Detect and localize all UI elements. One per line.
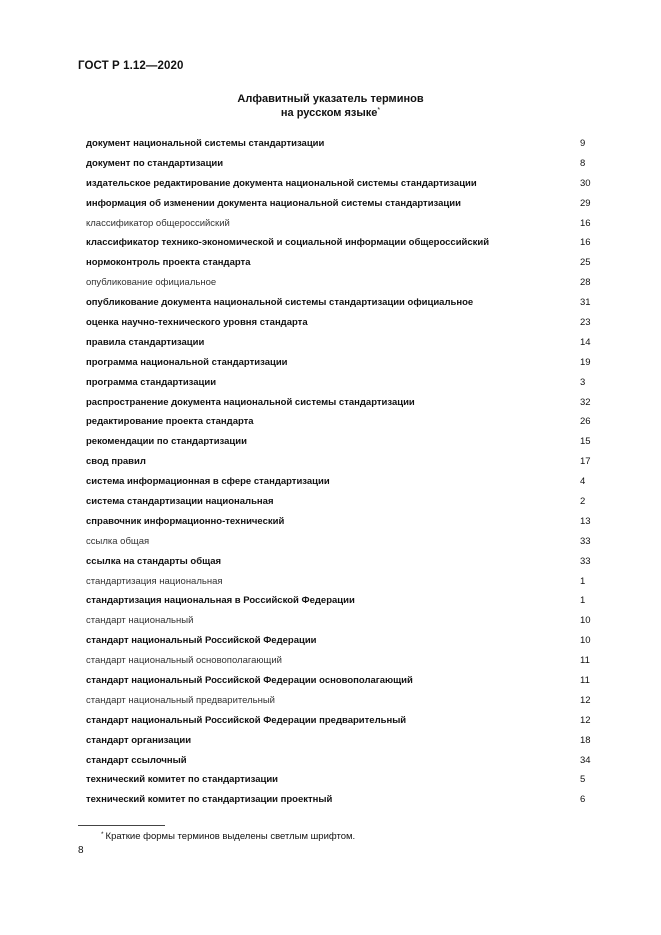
index-title-line-2-text: на русском языке xyxy=(280,107,378,119)
index-entry-term: информация об изменении документа национальной системы стандартизации xyxy=(86,198,461,209)
index-entry-term: редактирование проекта стандарта xyxy=(86,417,254,428)
index-entry-term: система стандартизации национальная xyxy=(86,496,274,507)
index-entry-term: стандарт национальный основополагающий xyxy=(86,656,282,667)
index-entry-page: 32 xyxy=(580,396,591,408)
index-entry-term: документ национальной системы стандартизации xyxy=(86,138,325,149)
index-entry-term: оценка научно-технического уровня стандарта xyxy=(86,317,308,328)
index-entry-term: правила стандартизации xyxy=(86,337,205,348)
index-entry-term: стандарт национальный xyxy=(86,616,194,627)
index-entry-page: 11 xyxy=(580,655,590,667)
footnote-text: Краткие формы терминов выделены светлым шрифтом. xyxy=(105,831,356,842)
index-entry-term: ссылка общая xyxy=(86,536,150,547)
index-entry xyxy=(86,611,616,631)
index-entry xyxy=(86,751,616,771)
index-title-line-2 xyxy=(0,105,661,119)
index-entry-page: 17 xyxy=(580,456,591,468)
index-entry-page: 2 xyxy=(580,495,586,507)
index-entry-page: 29 xyxy=(580,197,591,209)
index-entry-term: стандарт национальный Российской Федерации предварительный xyxy=(86,715,407,726)
index-entry-term: программа стандартизации xyxy=(86,377,217,388)
index-entry-page: 5 xyxy=(580,774,586,786)
index-entry-page: 8 xyxy=(580,157,586,169)
index-entry-term: свод правил xyxy=(86,457,146,468)
footnote-reference: * xyxy=(377,107,381,114)
index-entry xyxy=(86,273,616,293)
index-entry-page: 13 xyxy=(580,515,591,527)
index-entry xyxy=(86,771,616,791)
index-entry xyxy=(86,353,616,373)
index-entry xyxy=(86,671,616,691)
index-entry-term: стандартизация национальная в Российской Федерации xyxy=(86,596,355,607)
index-entry xyxy=(86,432,616,452)
index-entry-page: 12 xyxy=(580,714,591,726)
index-entry-page: 26 xyxy=(580,416,591,428)
index-entry xyxy=(86,154,616,174)
index-entry xyxy=(86,452,616,472)
index-entry-page: 15 xyxy=(580,436,591,448)
index-entry xyxy=(86,313,616,333)
index-entry-page: 6 xyxy=(580,794,586,806)
index-entry-term: нормоконтроль проекта стандарта xyxy=(86,258,251,269)
index-entry-term: стандарт национальный Российской Федерации основополагающий xyxy=(86,675,413,686)
index-entry-term: стандарт национальный предварительный xyxy=(86,695,275,706)
index-entry xyxy=(86,532,616,552)
term-index-list xyxy=(86,134,616,810)
index-entry-term: опубликование документа национальной системы стандартизации официальное xyxy=(86,298,474,309)
index-entry-page: 16 xyxy=(580,217,591,229)
index-entry-page: 1 xyxy=(580,575,586,587)
index-entry-page: 23 xyxy=(580,316,591,328)
index-entry xyxy=(86,572,616,592)
index-entry-term: классификатор технико-экономической и социальной информации общероссийский xyxy=(86,238,490,249)
index-entry xyxy=(86,393,616,413)
index-entry-page: 33 xyxy=(580,535,591,547)
index-entry-term: ссылка на стандарты общая xyxy=(86,556,222,567)
index-entry-term: справочник информационно-технический xyxy=(86,516,285,527)
index-entry xyxy=(86,631,616,651)
index-entry-page: 19 xyxy=(580,356,591,368)
index-entry xyxy=(86,790,616,810)
index-entry-page: 1 xyxy=(580,595,586,607)
index-entry-page: 11 xyxy=(580,674,590,686)
index-entry xyxy=(86,492,616,512)
index-entry-page: 4 xyxy=(580,476,586,488)
page-number: 8 xyxy=(78,845,84,856)
index-entry-term: стандарт организации xyxy=(86,735,192,746)
document-header: ГОСТ Р 1.12—2020 xyxy=(78,60,184,72)
index-entry-term: технический комитет по стандартизации проектный xyxy=(86,795,333,806)
footnote xyxy=(101,829,355,842)
index-entry-term: документ по стандартизации xyxy=(86,158,224,169)
index-entry xyxy=(86,333,616,353)
index-entry-term: опубликование официальное xyxy=(86,278,217,289)
index-entry-term: система информационная в сфере стандартизации xyxy=(86,477,330,488)
index-entry xyxy=(86,134,616,154)
index-entry-term: стандартизация национальная xyxy=(86,576,223,587)
index-entry-page: 18 xyxy=(580,734,591,746)
index-entry xyxy=(86,293,616,313)
index-entry xyxy=(86,472,616,492)
index-entry xyxy=(86,711,616,731)
index-entry-term: классификатор общероссийский xyxy=(86,218,230,229)
index-entry xyxy=(86,552,616,572)
index-entry-page: 10 xyxy=(580,615,591,627)
index-entry xyxy=(86,731,616,751)
index-entry xyxy=(86,651,616,671)
index-entry-term: программа национальной стандартизации xyxy=(86,357,288,368)
index-entry-term: рекомендации по стандартизации xyxy=(86,437,247,448)
index-entry xyxy=(86,194,616,214)
footnote-marker: * xyxy=(101,831,104,838)
index-entry-page: 16 xyxy=(580,237,591,249)
index-entry-term: технический комитет по стандартизации xyxy=(86,775,279,786)
index-entry-page: 30 xyxy=(580,177,591,189)
index-entry xyxy=(86,174,616,194)
index-entry-page: 3 xyxy=(580,376,586,388)
index-entry-term: распространение документа национальной системы стандартизации xyxy=(86,397,415,408)
index-entry xyxy=(86,691,616,711)
index-entry xyxy=(86,214,616,234)
index-entry xyxy=(86,233,616,253)
index-entry-page: 25 xyxy=(580,257,591,269)
index-entry-term: стандарт национальный Российской Федерации xyxy=(86,636,317,647)
index-entry-page: 28 xyxy=(580,277,591,289)
index-entry xyxy=(86,253,616,273)
index-title-line-1: Алфавитный указатель терминов xyxy=(237,93,424,105)
index-entry-term: издательское редактирование документа национальной системы стандартизации xyxy=(86,178,477,189)
index-entry-page: 12 xyxy=(580,694,591,706)
index-entry-term: стандарт ссылочный xyxy=(86,755,187,766)
index-entry-page: 34 xyxy=(580,754,591,766)
index-entry-page: 9 xyxy=(580,137,586,149)
index-entry-page: 33 xyxy=(580,555,591,567)
index-entry-page: 14 xyxy=(580,336,591,348)
index-entry xyxy=(86,412,616,432)
index-entry-page: 31 xyxy=(580,297,591,309)
index-entry xyxy=(86,373,616,393)
index-entry xyxy=(86,591,616,611)
index-entry-page: 10 xyxy=(580,635,591,647)
index-entry xyxy=(86,512,616,532)
footnote-divider xyxy=(78,825,165,826)
index-title xyxy=(0,93,661,119)
